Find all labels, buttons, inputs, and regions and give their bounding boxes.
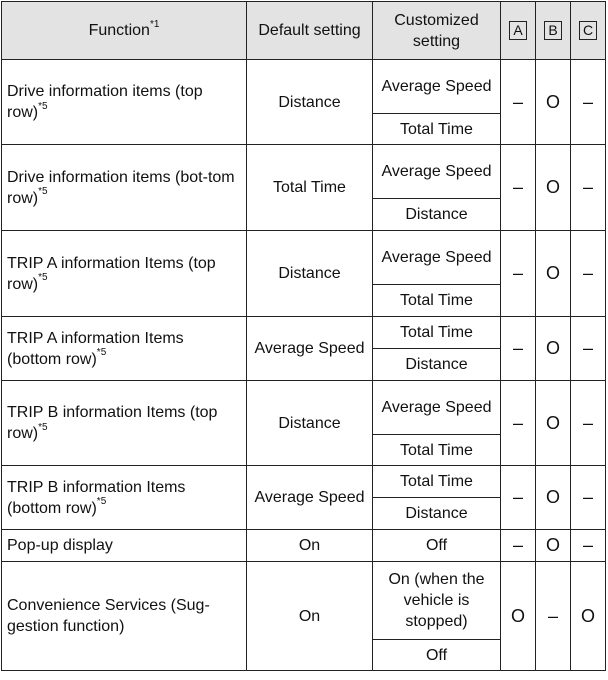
table-row (2, 60, 606, 114)
customized-setting-cell: Average Speed (373, 60, 501, 114)
default-setting-cell: Distance (247, 381, 373, 466)
table-row (2, 530, 606, 562)
table-row (2, 317, 606, 349)
footnote-ref: *5 (96, 347, 107, 359)
mark-b-cell: O (536, 60, 571, 145)
customized-setting-cell: Distance (373, 199, 501, 231)
header-a: A (501, 2, 536, 60)
customized-setting-cell: Off (373, 530, 501, 562)
footnote-ref: *5 (38, 100, 48, 112)
mark-c-cell: – (571, 145, 606, 231)
customized-setting-cell: Distance (373, 349, 501, 381)
function-cell: Drive information items (top row)$^{*5}$ (2, 60, 247, 145)
table-row (2, 466, 606, 498)
mark-c-cell: – (571, 381, 606, 466)
mark-a-cell: – (501, 145, 536, 231)
function-cell: Convenience Services (Sug-gestion function) (2, 562, 247, 671)
header-c: C (571, 2, 606, 60)
function-cell: TRIP B information Items (top row)$^{*5}$ (2, 381, 247, 466)
header-row (2, 2, 606, 60)
default-setting-cell: Total Time (247, 145, 373, 231)
function-cell: TRIP B information Items (bottom row)$^{*5}$ (2, 466, 247, 530)
function-cell: Drive information items (bot-tom row)$^{*5}$ (2, 145, 247, 231)
settings-table (1, 1, 606, 671)
header-function-note: *1 (149, 18, 160, 30)
table-row (2, 145, 606, 199)
customized-setting-cell: Off (373, 640, 501, 671)
header-customized: Customized setting (373, 2, 501, 60)
default-setting-cell: Average Speed (247, 317, 373, 381)
customized-setting-cell: Average Speed (373, 231, 501, 285)
footnote-ref: *5 (38, 421, 48, 433)
function-cell: TRIP A information Items (top row)$^{*5}$ (2, 231, 247, 317)
mark-a-cell: – (501, 231, 536, 317)
customized-setting-cell: Total Time (373, 435, 501, 466)
mark-c-cell: O (571, 562, 606, 671)
customized-setting-cell: Average Speed (373, 381, 501, 435)
mark-b-cell: O (536, 317, 571, 381)
footnote-ref: *5 (96, 496, 107, 508)
mark-c-cell: – (571, 231, 606, 317)
customized-setting-cell: On (when the vehicle is stopped) (373, 562, 501, 640)
customized-setting-cell: Average Speed (373, 145, 501, 199)
mark-b-cell: – (536, 562, 571, 671)
mark-a-cell: – (501, 466, 536, 530)
mark-a-cell: – (501, 530, 536, 562)
mark-c-cell: – (571, 466, 606, 530)
default-setting-cell: Distance (247, 231, 373, 317)
function-cell: Pop-up display (2, 530, 247, 562)
mark-b-cell: O (536, 381, 571, 466)
mark-c-cell: – (571, 530, 606, 562)
mark-b-cell: O (536, 466, 571, 530)
mark-a-cell: – (501, 317, 536, 381)
mark-a-cell: O (501, 562, 536, 671)
mark-a-cell: – (501, 381, 536, 466)
customized-setting-cell: Total Time (373, 466, 501, 498)
footnote-ref: *5 (38, 186, 48, 198)
default-setting-cell: Average Speed (247, 466, 373, 530)
customized-setting-cell: Total Time (373, 285, 501, 317)
default-setting-cell: On (247, 530, 373, 562)
mark-b-cell: O (536, 145, 571, 231)
mark-c-cell: – (571, 317, 606, 381)
customized-setting-cell: Total Time (373, 317, 501, 349)
function-cell: TRIP A information Items (bottom row)$^{*5}$ (2, 317, 247, 381)
header-default: Default setting (247, 2, 373, 60)
mark-c-cell: – (571, 60, 606, 145)
mark-a-cell: – (501, 60, 536, 145)
mark-b-cell: O (536, 231, 571, 317)
default-setting-cell: Distance (247, 60, 373, 145)
table-row (2, 562, 606, 640)
footnote-ref: *5 (38, 272, 48, 284)
default-setting-cell: On (247, 562, 373, 671)
table-row (2, 381, 606, 435)
customized-setting-cell: Total Time (373, 114, 501, 145)
header-function: Function$^{*1}$ (2, 2, 247, 60)
header-b: B (536, 2, 571, 60)
mark-b-cell: O (536, 530, 571, 562)
customized-setting-cell: Distance (373, 498, 501, 530)
table-row (2, 231, 606, 285)
